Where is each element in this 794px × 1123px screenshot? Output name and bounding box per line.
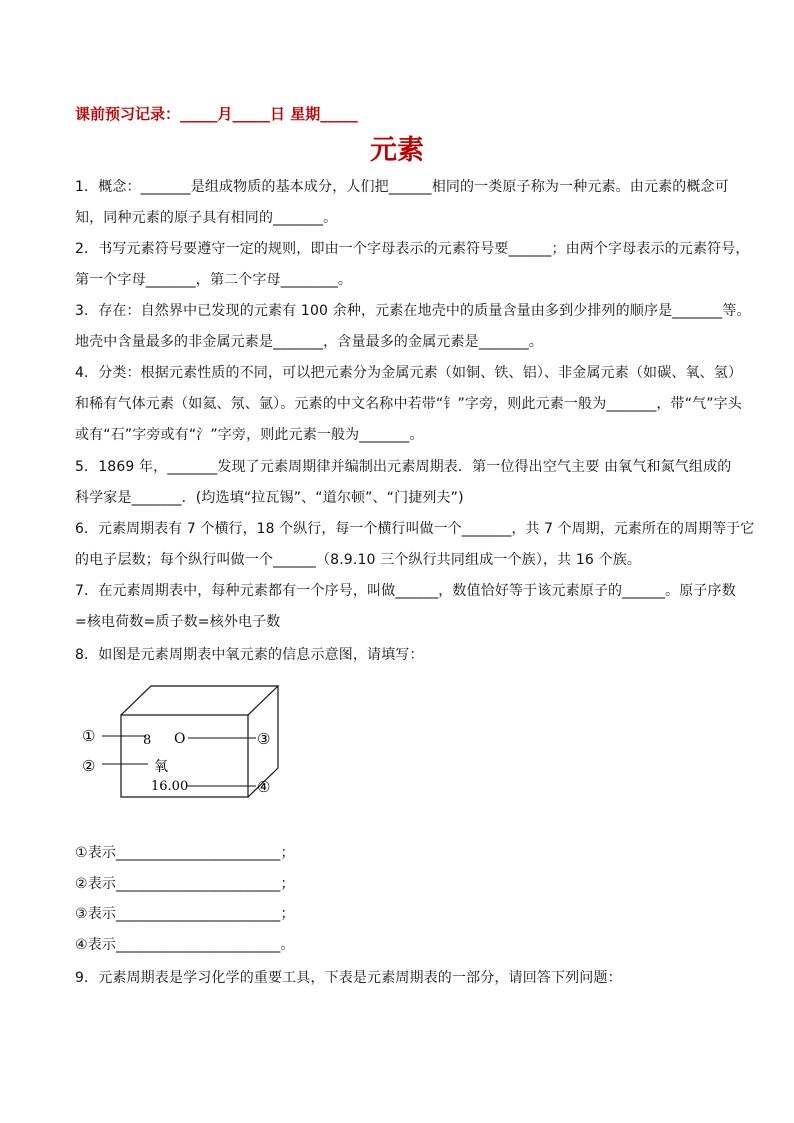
q8-line1: 8．如图是元素周期表中氧元素的信息示意图，请填写： xyxy=(75,647,424,663)
element-symbol: O xyxy=(174,731,186,747)
atomic-number: 8 xyxy=(143,733,152,748)
q2-line1: 2．书写元素符号要遵守一定的规则，即由一个字母表示的元素符号要______；由两个字母表示的元素符号， xyxy=(75,241,750,257)
q1-line1: 1．概念：_______是组成物质的基本成分，人们把______相同的一类原子称为一种元素。由元素的概念可 xyxy=(75,179,729,195)
answer-line-3: ③表示_______________________； xyxy=(75,906,295,922)
q5-line2: 科学家是_______．(均选填“拉瓦锡”、“道尔顿”、“门捷列夫”) xyxy=(75,490,464,506)
answer-line-1: ①表示_______________________； xyxy=(75,845,295,861)
q4-line1: 4．分类：根据元素性质的不同，可以把元素分为金属元素（如铜、铁、铝）、非金属元素（如碳、氧、氢） xyxy=(75,365,743,381)
q4-line2: 和稀有气体元素（如氦、氖、氩）。元素的中文名称中若带“钅”字旁，则此元素一般为_______，带“气”字头 xyxy=(75,396,742,412)
marker-1: ① xyxy=(82,727,96,745)
answer-line-4: ④表示_______________________。 xyxy=(75,937,295,953)
q7-line2: =核电荷数=质子数=核外电子数 xyxy=(75,614,281,630)
marker-4: ④ xyxy=(257,778,271,796)
cube-top-face xyxy=(121,686,278,715)
page-title: 元素 xyxy=(370,135,424,166)
q3-line2: 地壳中含量最多的非金属元素是_______，含量最多的金属元素是_______。 xyxy=(75,334,543,350)
relative-atomic-mass: 16.00 xyxy=(151,779,189,794)
q2-line2: 第一个字母_______，第二个字母________。 xyxy=(75,272,353,288)
q6-line2: 的电子层数；每个纵行叫做一个______（8.9.10 三个纵行共同组成一个族），共 16 个族。 xyxy=(75,552,642,568)
q5-line1: 5．1869 年，_______发现了元素周期律并编制出元素周期表．第一位得出空气主要 由氧气和氮气组成的 xyxy=(75,459,732,475)
q7-line1: 7．在元素周期表中，每种元素都有一个序号，叫做______，数值恰好等于该元素原子的______。原子序数 xyxy=(75,583,736,599)
preview-record: 课前预习记录：_____月_____日 星期_____ xyxy=(75,105,358,123)
oxygen-element-diagram xyxy=(78,680,298,810)
marker-2: ② xyxy=(82,757,96,775)
marker-3: ③ xyxy=(257,730,271,748)
q1-line2: 知，同种元素的原子具有相同的_______。 xyxy=(75,210,338,226)
answer-line-2: ②表示_______________________； xyxy=(75,876,295,892)
q6-line1: 6．元素周期表有 7 个横行，18 个纵行，每一个横行叫做一个_______，共 7 个周期，元素所在的周期等于它 xyxy=(75,521,755,537)
element-name: 氧 xyxy=(154,759,168,775)
q4-line3: 或有“石”字旁或有“氵”字旁，则此元素一般为_______。 xyxy=(75,427,424,443)
q9-line1: 9．元素周期表是学习化学的重要工具，下表是元素周期表的一部分，请回答下列问题： xyxy=(75,970,622,986)
q3-line1: 3．存在：自然界中已发现的元素有 100 余种，元素在地壳中的质量含量由多到少排列的顺序是_______等。 xyxy=(75,303,751,319)
